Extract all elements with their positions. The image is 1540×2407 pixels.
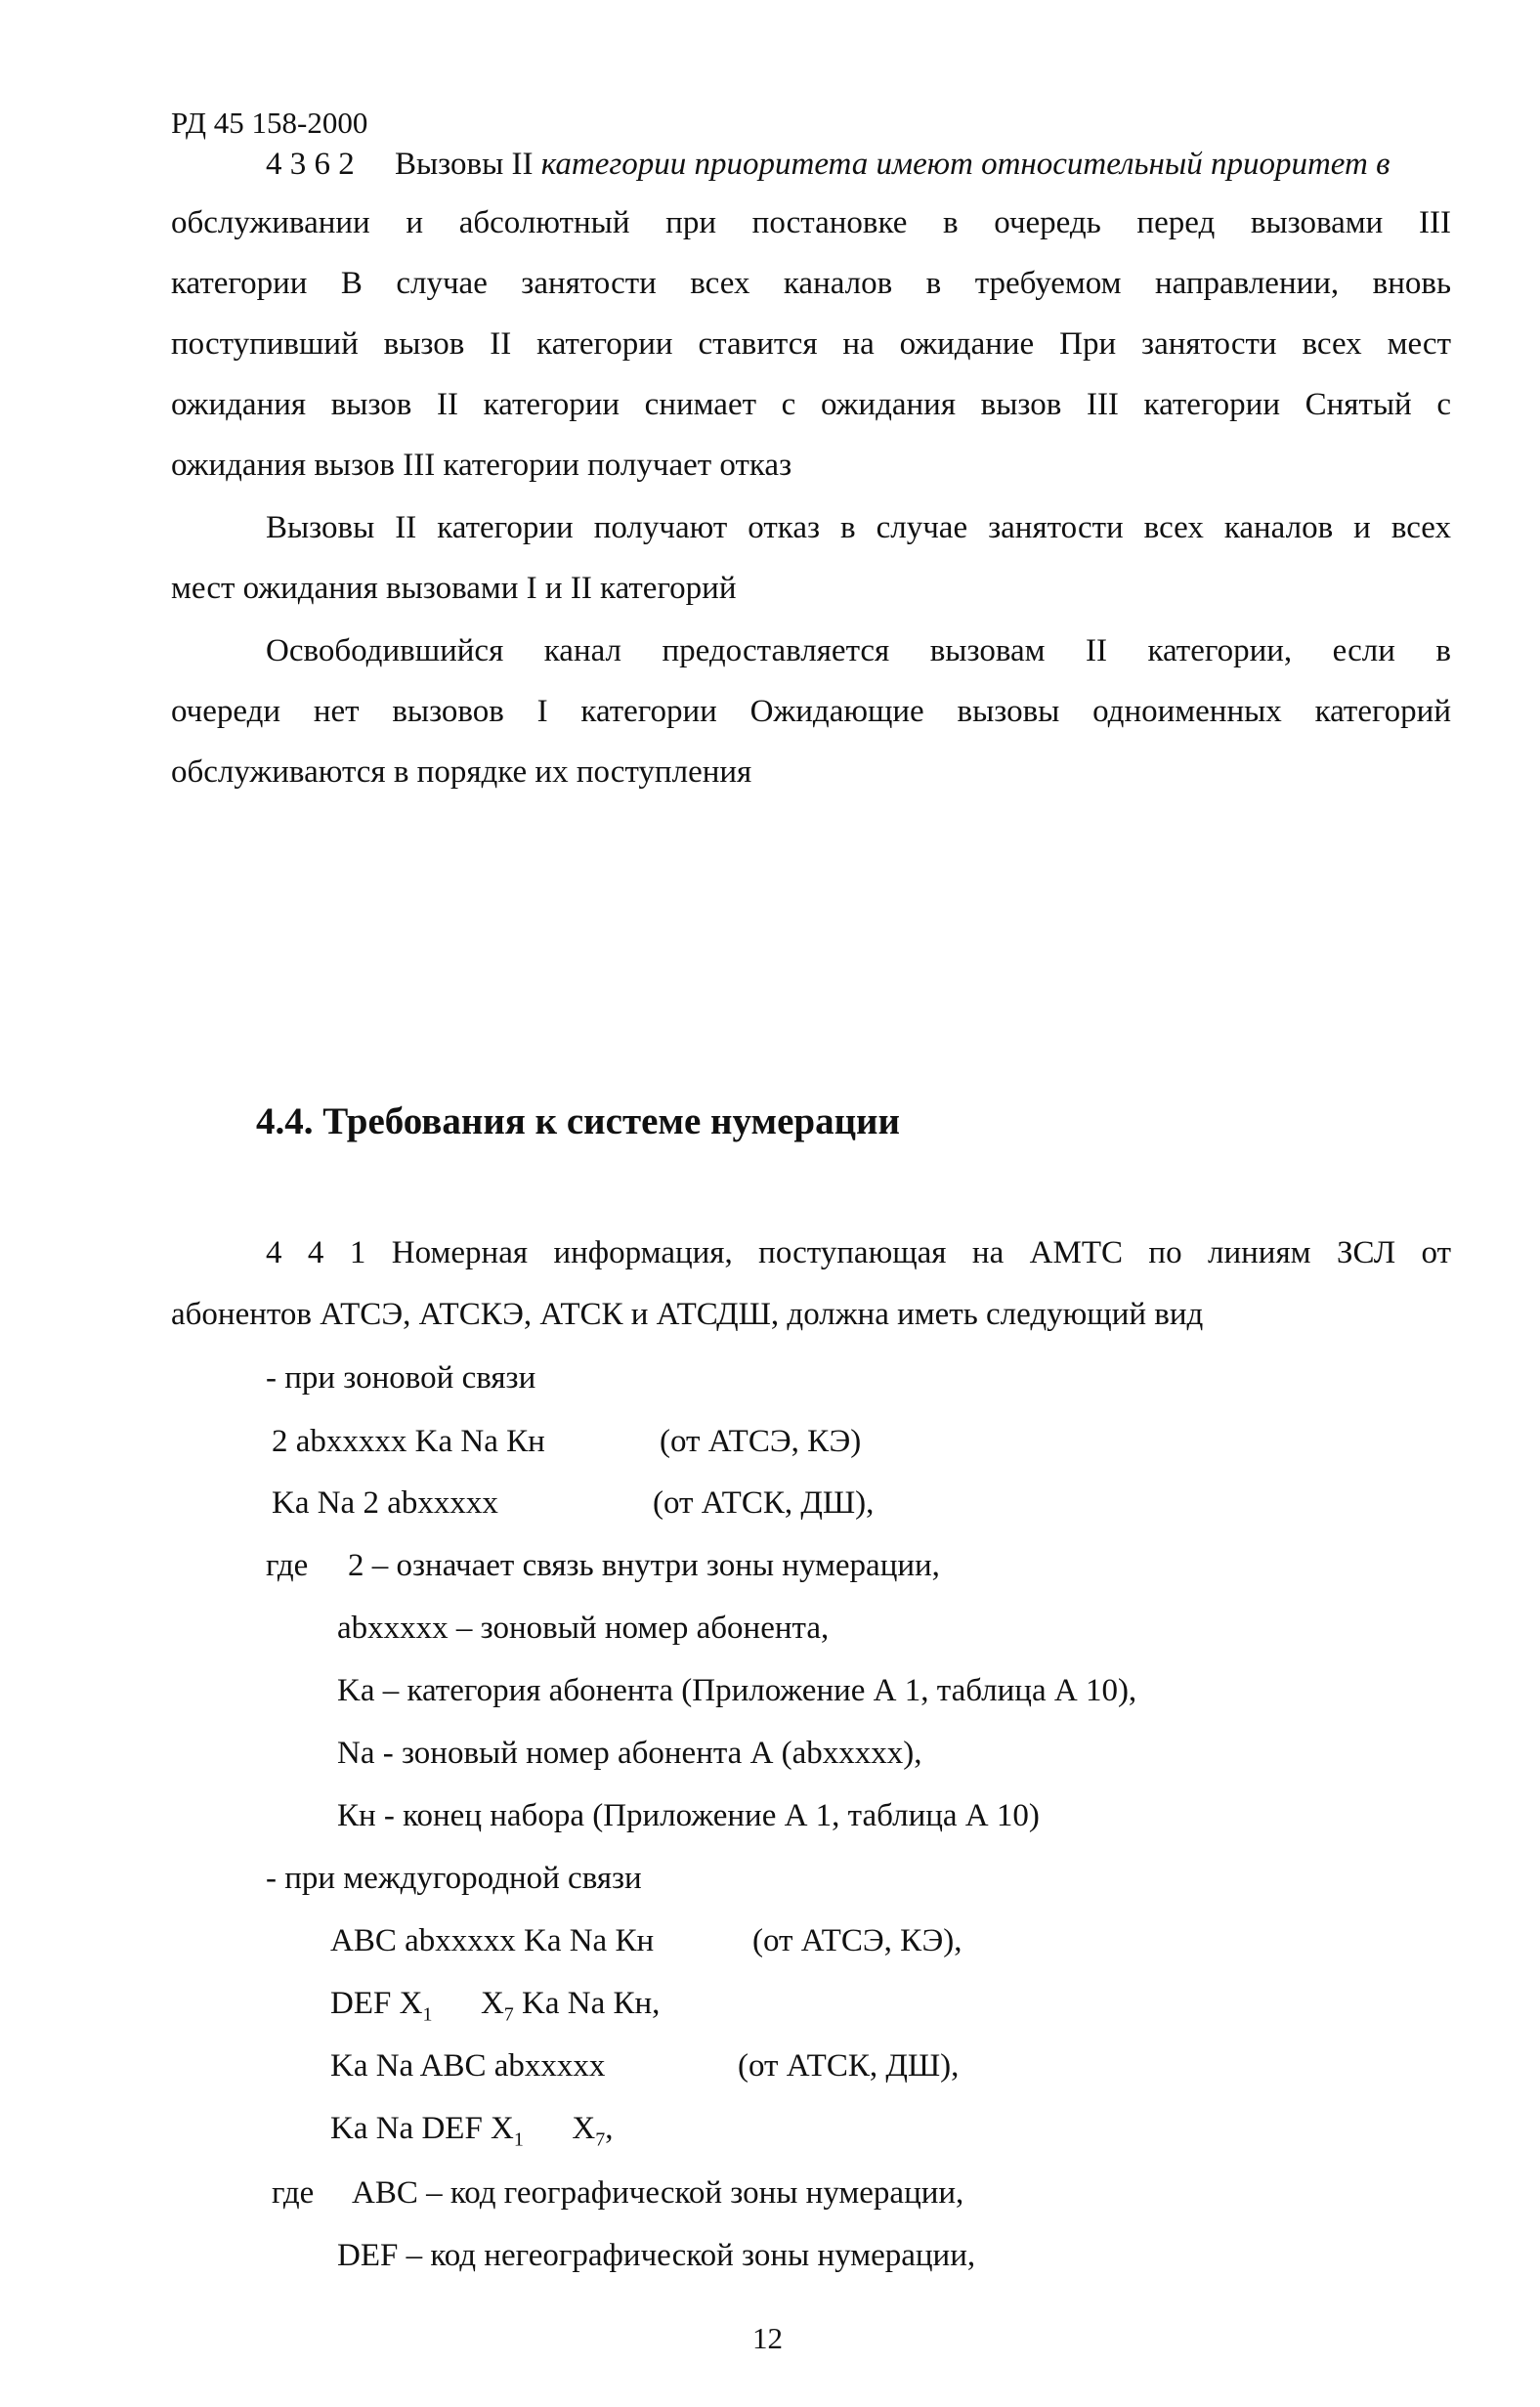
ld-format-3: Ka Na ABC abxxxxx xyxy=(330,2048,606,2084)
where-1-item-3: Ka – категория абонента (Приложение А 1, таблица А 10), xyxy=(337,1673,1137,1708)
ld-format-4-part-b: X xyxy=(572,2111,596,2146)
where-2-item-1: ABC – код географической зоны нумерации, xyxy=(352,2175,964,2211)
ld-format-4 xyxy=(330,2109,613,2160)
paragraph-4362-line-4: поступивший вызов II категории ставится на ожидание При занятости всех мест xyxy=(171,326,1451,362)
where-1-item-4: Na - зоновый номер абонента А (abxxxxx), xyxy=(337,1736,922,1771)
where-label-2: где xyxy=(272,2175,315,2211)
zone-format-2-note: (от АТСК, ДШ), xyxy=(653,1485,875,1521)
zone-format-1: 2 abxxxxx Ka Na Кн xyxy=(272,1424,545,1459)
paragraph-4362-line-1 xyxy=(266,145,1451,184)
clause-text-italic: категории приоритета имеют относительный приоритет в xyxy=(540,147,1390,182)
where-label-1: где xyxy=(266,1548,309,1583)
subscript-1: 1 xyxy=(513,2128,524,2151)
clause-text-part: Вызовы II xyxy=(395,147,534,182)
subscript-7: 7 xyxy=(595,2128,606,2151)
section-heading-4-4: 4.4. Требования к системе нумерации xyxy=(256,1100,900,1142)
where-2-item-2: DEF – код негеографической зоны нумерации, xyxy=(337,2238,976,2273)
paragraph-4362-line-3: категории В случае занятости всех каналов в требуемом направлении, вновь xyxy=(171,266,1451,301)
long-distance-title: - при междугородной связи xyxy=(266,1861,642,1896)
ld-format-2 xyxy=(330,1984,660,2035)
subscript-7: 7 xyxy=(503,2003,514,2026)
paragraph-441-line-1: 4 4 1 Номерная информация, поступающая на АМТС по линиям ЗСЛ от xyxy=(266,1235,1451,1270)
ld-format-3-note: (от АТСК, ДШ), xyxy=(738,2048,960,2084)
ld-format-1: ABC abxxxxx Ka Na Кн xyxy=(330,1923,655,1958)
zone-format-2: Ka Na 2 abxxxxx xyxy=(272,1485,498,1521)
zone-call-title: - при зоновой связи xyxy=(266,1360,536,1396)
where-1-item-1: 2 – означает связь внутри зоны нумерации, xyxy=(348,1548,940,1583)
paragraph-4362-line-5: ожидания вызов II категории снимает с ожидания вызов III категории Снятый с xyxy=(171,387,1451,422)
paragraph-3-line-1: Освободившийся канал предоставляется вызовам II категории, если в xyxy=(266,633,1451,668)
paragraph-3-line-3: обслуживаются в порядке их поступления xyxy=(171,754,752,790)
paragraph-441-line-2: абонентов АТСЭ, АТСКЭ, АТСК и АТСДШ, должна иметь следующий вид xyxy=(171,1297,1204,1332)
page-number: 12 xyxy=(752,2321,783,2355)
paragraph-4362-line-2: обслуживании и абсолютный при постановке в очередь перед вызовами III xyxy=(171,205,1451,240)
ld-format-2-part-b: X xyxy=(480,1986,504,2021)
ld-format-2-part-c: Ka Na Кн, xyxy=(513,1986,661,2021)
ld-format-2-part-a: DEF X xyxy=(330,1986,423,2021)
ld-format-4-part-a: Ka Na DEF X xyxy=(330,2111,514,2146)
paragraph-4362-line-6: ожидания вызов III категории получает отказ xyxy=(171,448,792,483)
paragraph-3-line-2: очереди нет вызовов I категории Ожидающие вызовы одноименных категорий xyxy=(171,694,1451,729)
ld-format-1-note: (от АТСЭ, КЭ), xyxy=(752,1923,962,1958)
ld-format-4-part-c: , xyxy=(605,2111,614,2146)
zone-format-1-note: (от АТСЭ, КЭ) xyxy=(660,1424,862,1459)
where-1-item-2: abxxxxx – зоновый номер абонента, xyxy=(337,1611,830,1646)
document-code: РД 45 158-2000 xyxy=(171,106,368,140)
where-1-item-5: Кн - конец набора (Приложение А 1, таблица А 10) xyxy=(337,1798,1040,1833)
subscript-1: 1 xyxy=(422,2003,433,2026)
paragraph-2-line-2: мест ожидания вызовами I и II категорий xyxy=(171,571,737,606)
clause-number: 4 3 6 2 xyxy=(266,147,355,182)
paragraph-2-line-1: Вызовы II категории получают отказ в случае занятости всех каналов и всех xyxy=(266,510,1451,545)
